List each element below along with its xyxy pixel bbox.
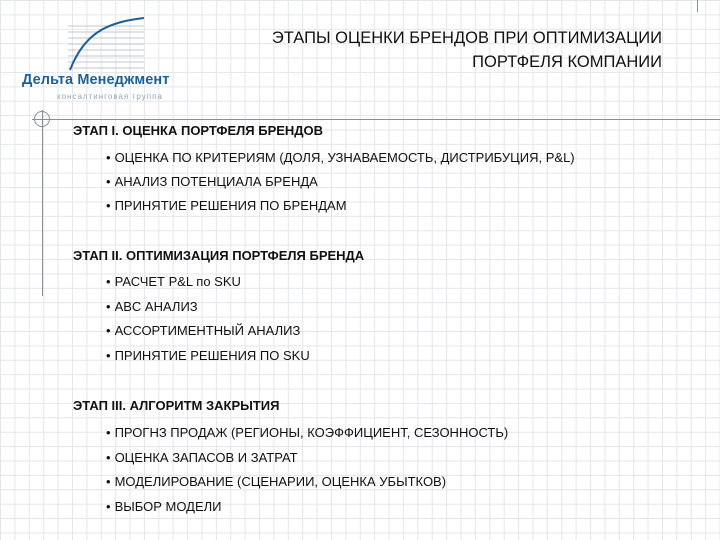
logo-tagline: консалтинговая группа bbox=[57, 92, 163, 101]
stage-3-title: ЭТАП III. АЛГОРИТМ ЗАКРЫТИЯ bbox=[73, 398, 280, 413]
page-title-line-2: ПОРТФЕЛЯ КОМПАНИИ bbox=[472, 53, 662, 71]
vertical-divider-line bbox=[42, 110, 43, 296]
page-title bbox=[272, 26, 662, 74]
top-divider-line bbox=[697, 0, 698, 12]
stage-3-item-4: • ВЫБОР МОДЕЛИ bbox=[106, 499, 222, 514]
stage-2-item-2: • ABC АНАЛИЗ bbox=[106, 299, 198, 314]
crosshair-circle-icon bbox=[34, 111, 50, 127]
stage-1-item-3: • ПРИНЯТИЕ РЕШЕНИЯ ПО БРЕНДАМ bbox=[106, 198, 347, 213]
stage-2-item-1: • РАСЧЕТ P&L по SKU bbox=[106, 274, 241, 289]
company-logo bbox=[22, 14, 182, 104]
page-title-line-1: ЭТАПЫ ОЦЕНКИ БРЕНДОВ ПРИ ОПТИМИЗАЦИИ bbox=[271, 29, 662, 47]
stage-2-title: ЭТАП II. ОПТИМИЗАЦИЯ ПОРТФЕЛЯ БРЕНДА bbox=[73, 248, 365, 263]
horizontal-divider-line bbox=[32, 119, 720, 120]
stage-1-item-1: • ОЦЕНКА ПО КРИТЕРИЯМ (ДОЛЯ, УЗНАВАЕМОСТЬ, ДИСТРИБУЦИЯ, P&L) bbox=[106, 150, 575, 165]
stage-3-item-2: • ОЦЕНКА ЗАПАСОВ И ЗАТРАТ bbox=[106, 450, 298, 465]
stage-3-item-1: • ПРОГНЗ ПРОДАЖ (РЕГИОНЫ, КОЭФФИЦИЕНТ, СЕЗОННОСТЬ) bbox=[106, 425, 509, 440]
stage-2-item-4: • ПРИНЯТИЕ РЕШЕНИЯ ПО SKU bbox=[106, 348, 310, 363]
logo-curve-icon bbox=[66, 14, 146, 72]
stage-1-title: ЭТАП I. ОЦЕНКА ПОРТФЕЛЯ БРЕНДОВ bbox=[73, 123, 324, 138]
stage-3-item-3: • МОДЕЛИРОВАНИЕ (СЦЕНАРИИ, ОЦЕНКА УБЫТКОВ) bbox=[106, 474, 447, 489]
stage-2-item-3: • АССОРТИМЕНТНЫЙ АНАЛИЗ bbox=[106, 323, 301, 338]
logo-name: Дельта Менеджмент bbox=[22, 72, 170, 88]
stage-1-item-2: • АНАЛИЗ ПОТЕНЦИАЛА БРЕНДА bbox=[106, 174, 318, 189]
